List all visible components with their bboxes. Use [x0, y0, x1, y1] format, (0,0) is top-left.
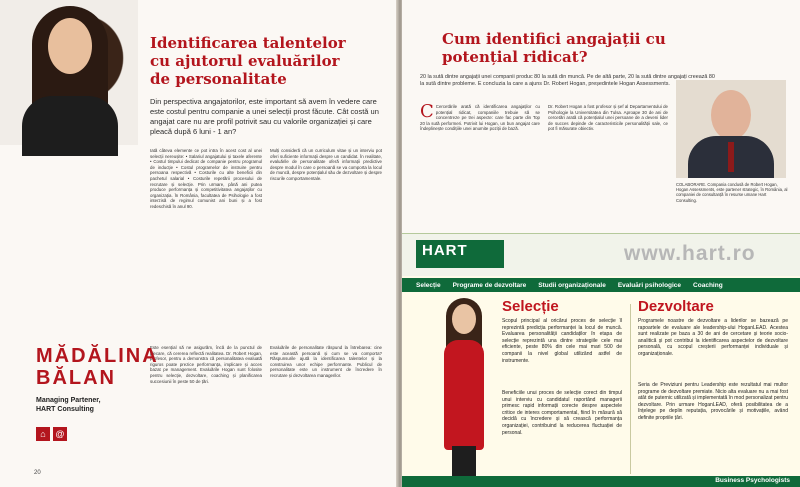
left-page [0, 0, 398, 487]
author-portrait [0, 0, 138, 145]
hart-advertisement [402, 233, 800, 487]
nav-selectie: Selecție [416, 281, 441, 289]
right-article-title: Cum identifici angajații cu potențial ridicat? [442, 30, 666, 66]
right-column-1: C Cercetările arată că identificarea angajaților cu potențial ridicat, companiile trebuie să se concentreze pe trei aspecte: care fac parte din Top 20 la sută performeri. Potrivit lui Hogan, un bun angajat care îndeplinește condițiile unei anumite poziții de bază. [420, 101, 540, 132]
nav-studii: Studii organizaționale [538, 281, 606, 289]
selectie-body-2: Beneficiile unui proces de selecție corect din timpul unui interviu cu candidatul raportând managerii primesc rapid informații corecte despre aspectele critice de interes comportamental, fiind în măsură să decidă cu încredere și să crească performanța organizației, contribuind la reducerea fluctuației de personal. [502, 390, 622, 436]
left-article-lead: Din perspectiva angajatorilor, este important să avem în vedere care este costul pentru companie a unei selecții prost făcute. Cât costă un angajat care nu are profil potrivit sau cu valorile organizației și care pleacă după 6 luni - 1 an? [150, 97, 379, 136]
hart-logo: HART [416, 240, 504, 268]
left-column-3: Este esențial să ne asigurăm, încă de la punctul de plecare, că cererea reflectă realitatea. Dr. Robert Hogan, profesor, pentru a demonstra că personalitatea evaluată riguros poate prezice performanța, implicare și acces bazat pe management. Evaluările Hogan sunt folosite pentru selecție, dezvoltare, coaching și planificarea succesiunii în peste 50 de țări. [150, 345, 262, 384]
dezvoltare-title: Dezvoltare [638, 298, 714, 315]
home-icon: ⌂ [36, 427, 50, 441]
hart-logo-subtitle: Consulting · Business Psychologists [432, 263, 503, 268]
right-page [402, 0, 800, 487]
right-article-lead: 20 la sută dintre angajații unei companii produc 80 la sută din muncă. Pe de altă parte, 20 la sută dintre angajați creează 80 la sută dintre probleme. E concluzia la care a ajuns Dr. Robert Hogan, președintele Hogan Assessments. [420, 74, 715, 87]
left-column-4: Evaluările de personalitate răspund la întrebarea: cine este această persoană și cum se va comporta? Răspunsurile ajută la identificarea talentelor și la construirea unor echipe performante. Publicul de personalitate este un instrument de încredere în recrutare și dezvoltarea managerilor. [270, 345, 382, 378]
page-number: 20 [34, 470, 41, 476]
ad-nav [402, 278, 800, 292]
left-column-2: Mulți consideră că un curriculum vitae și un interviu pot oferi suficiente informații despre un candidat. În realitate, evaluările de personalitate oferă informații predictive despre modul în care o persoană se va comporta la locul de muncă, despre potențialul său de dezvoltare și despre riscurile comportamentale. [270, 148, 382, 181]
right-column-2: Dr. Robert Hogan a fost profesor și șef al Departamentului de Psihologie la Universitatea din Tulsa. Aproape 30 de ani de cercetări arată că potențialul unei persoane de a deveni lider de succes depinde de caracteristicile personalității sale, ce pot fi măsurate obiectiv. [548, 104, 668, 132]
left-article-title: Identificarea talentelor cu ajutorul evaluărilor de personalitate [150, 34, 346, 88]
ad-divider [630, 304, 631, 474]
email-icon: @ [53, 427, 67, 441]
photo-caption: COLABORARE. Compania condusă de Robert Hogan, Hogan Assessments, este partener strategic, în România, al companiei de consultanță în resurse umane Hart Consulting. [676, 182, 788, 203]
nav-evaluari: Evaluări psihologice [617, 281, 682, 289]
selectie-body-1: Scopul principal al oricărui proces de selecție îl reprezintă predicția performanței la locul de muncă. Evaluarea personalității candidaților în etapa de selecție reprezintă una dintre strategiile cele mai eficiente, peste 80% din cele mai mari 500 de companii la nivel global utilizând astfel de instrumente. [502, 318, 622, 364]
left-column-1: Iată câteva elemente ce pot intra în acest cost al unei selecții nereușite: • Salariul angajatului și taxele aferente • Costul timpului dedicat de companie pentru programul de inducție • Costul programelor de instruire pentru persoana respectivă • Costurile cu alte beneficii din pachetul salarial • Costurile repetării procesului de recrutare și selecție. Prin urmare, până ani putea produce performanța și competitivitatea angajaților cu organizația. În România, facultatea de Psihologie a fost interzisă de regimul comunist ani buni și a fost redeschisă în anul 90. [150, 148, 262, 209]
ad-woman-photo [438, 296, 490, 484]
nav-programe: Programe de dezvoltare [452, 281, 527, 289]
selectie-title: Selecție [502, 298, 559, 315]
author-name: MĂDĂLINA BĂLAN [36, 345, 159, 389]
author-icons [36, 424, 70, 442]
drop-cap: C [420, 101, 434, 122]
dezvoltare-body-2: Seria de Previziuni pentru Leadership este rezultatul mai multor programe de dezvoltare premiate. Nicio alta evaluare nu a mai fost atât de puternic utilizată și implementată în mod personalizat pentru dezvoltare. Prin urmare HoganLEAD, oferă posibilitatea de a înțelege pe deplin reputația, provocările și motivațiile, având definite propriile țări. [638, 382, 788, 421]
dezvoltare-body-1: Programele noastre de dezvoltare a liderilor se bazează pe rapoartele de evaluare ale leadership-ului HoganLEAD. Acestea sunt realizate pe baza a 30 de ani de cercetare și teorie socio-analitică și pot contribui la identificarea aspectelor de dezvoltare personală, cu scopul creșterii performanței individuale și organizaționale. [638, 318, 788, 357]
ad-footer-text: Business Psychologists [715, 477, 790, 484]
ad-header [402, 234, 800, 276]
ad-footer-bar [402, 476, 800, 487]
author-role: Managing Partener, HART Consulting [36, 397, 101, 413]
hogan-photo [676, 80, 786, 178]
ad-url: www.hart.ro [624, 242, 756, 265]
nav-coaching: Coaching [693, 281, 723, 289]
